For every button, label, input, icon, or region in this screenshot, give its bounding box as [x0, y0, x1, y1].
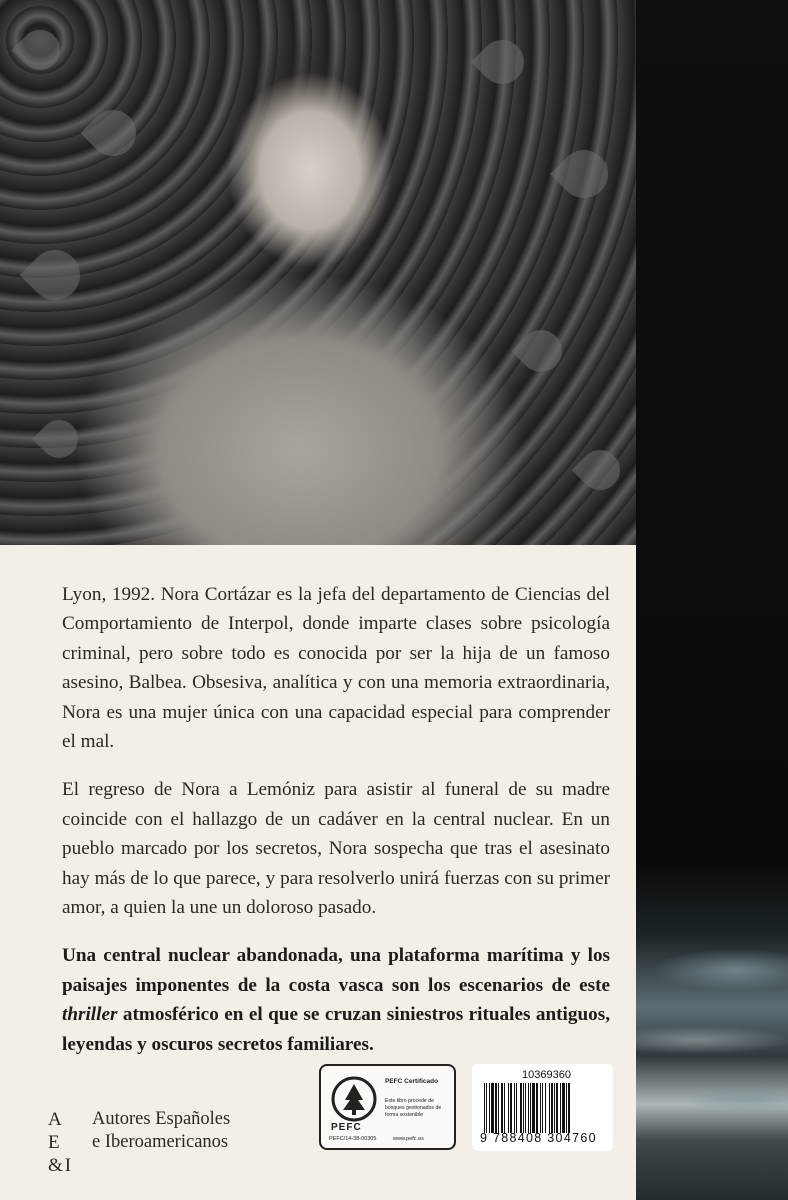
pefc-wordmark: PEFC — [331, 1122, 362, 1133]
ivy-leaf — [20, 240, 91, 311]
monogram-line-2: &I — [48, 1155, 74, 1176]
barcode-bars — [484, 1083, 606, 1133]
ivy-leaf — [12, 22, 69, 79]
pefc-description: Este libro procede de bosques gestionados de forma sostenible — [385, 1098, 442, 1118]
sea-surface — [636, 930, 788, 1200]
pefc-certification-label — [319, 1064, 456, 1150]
isbn-number: 9 788408 304760 — [480, 1131, 597, 1145]
highlight-text-end: atmosférico en el que se cruzan siniestros rituales antiguos, leyendas y oscuros secretos familiares. — [62, 1004, 610, 1055]
highlight-text-start: Una central nuclear abandonada, una plataforma marítima y los paisajes imponentes de la costa vasca son los escenarios de este — [62, 945, 610, 996]
ivy-leaf — [32, 412, 86, 466]
pefc-url: www.pefc.es — [393, 1136, 424, 1142]
publisher-logo — [48, 1108, 231, 1176]
ivy-leaf — [511, 321, 570, 380]
synopsis-highlight-paragraph — [62, 941, 610, 1059]
publisher-monogram — [48, 1108, 82, 1177]
pefc-title: PEFC Certificado — [385, 1078, 439, 1085]
synopsis-text — [62, 580, 610, 1078]
barcode-internal-code: 10369360 — [522, 1069, 571, 1081]
isbn-barcode — [472, 1064, 613, 1151]
synopsis-paragraph-1: Lyon, 1992. Nora Cortázar es la jefa del departamento de Ciencias del Comportamiento de Interpol, donde imparte clases sobre psicología criminal, pero sobre todo es conocida por ser la hija de un famoso asesino, Balbea. Obsesiva, analítica y con una memoria extraordinaria, Nora es una mujer única con una capacidad especial para comprender el mal. — [62, 584, 610, 753]
synopsis-paragraph-2: El regreso de Nora a Lemóniz para asistir al funeral de su madre coincide con el hallazgo de un cadáver en la central nuclear. En un pueblo marcado por los secretos, Nora sospecha que tras el asesinato hay más de lo que parece, y para resolverlo unirá fuerzas con su primer amor, a quien la une un doloroso pasado. — [62, 779, 610, 919]
pefc-license-code: PEFC/14-38-00305 — [329, 1136, 377, 1142]
ivy-leaf — [550, 140, 618, 208]
ivy-leaf — [471, 31, 533, 93]
publisher-name-line-1: Autores Españoles — [92, 1109, 231, 1129]
publisher-name — [92, 1108, 230, 1154]
monogram-line-1: A E — [48, 1109, 63, 1153]
pefc-tree-icon — [331, 1076, 377, 1122]
ivy-leaf — [80, 100, 145, 165]
author-photo — [0, 0, 636, 545]
ivy-leaf — [572, 442, 629, 499]
publisher-name-line-2: e Iberoamericanos — [92, 1132, 229, 1152]
back-cover-spine-edge — [636, 0, 788, 1200]
highlight-text-italic: thriller — [62, 1004, 118, 1026]
